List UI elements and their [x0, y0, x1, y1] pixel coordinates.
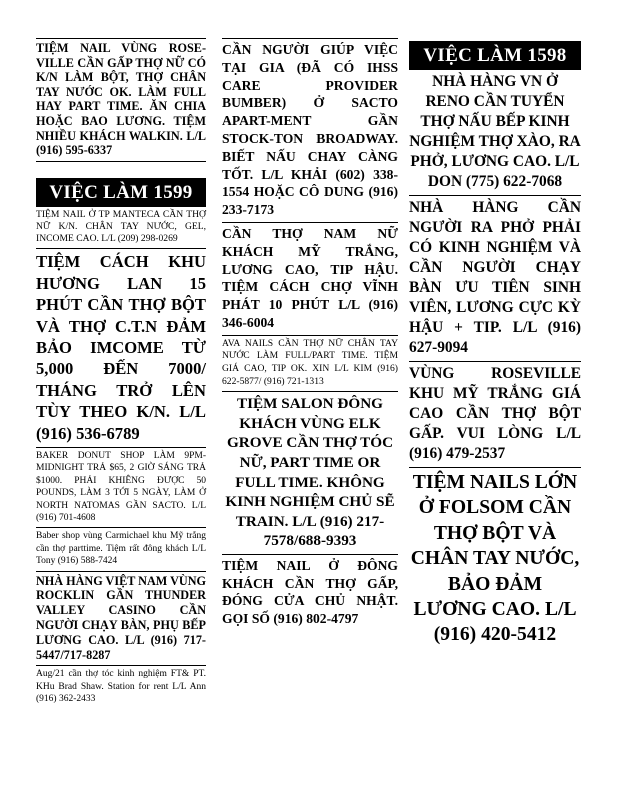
classified-ad: BAKER DONUT SHOP LÀM 9PM-MIDNIGHT TRẢ $65, 2 GIỜ SÁNG TRẢ $1000. PHẢI KHIÊNG ĐƯỢC 50 POUNDS, LÀM 3 TỚI 5 NGÀY, LÀM Ở NORTH NATOMAS GẦN SACTO. L/L (916) 701-4608 [36, 448, 206, 528]
classified-ad: TIỆM SALON ĐÔNG KHÁCH VÙNG ELK GROVE CẦN THỢ TÓC NỮ, PART TIME OR FULL TIME. KHÔNG KINH NGHIỆM CHỦ SẼ TRAIN. L/L (916) 217-7578/688-9393 [222, 392, 398, 555]
column-2 [222, 38, 398, 631]
classified-ad: NHÀ HÀNG VN Ở RENO CẦN TUYỂN THỢ NẤU BẾP KINH NGHIỆM THỢ XÀO, RA PHỞ, LƯƠNG CAO. L/L DON (775) 622-7068 [409, 70, 581, 196]
column-1 [36, 38, 206, 709]
column-3 [409, 38, 581, 651]
classified-ad: AVA NAILS CẦN THỢ NỮ CHÂN TAY NƯỚC LÀM FULL/PART TIME. TIỆM GIÁ CAO, TIP OK. XIN L/L KIM (916) 622-5877/ (916) 721-1313 [222, 336, 398, 392]
classified-ad: TIỆM NAIL VÙNG ROSE-VILLE CẦN GẤP THỢ NỮ CÓ K/N LÀM BỘT, THỢ CHÂN TAY NƯỚC OK. LÀM FULL HAY PART TIME. ĂN CHIA HOẶC BAO LƯƠNG. TIỆM NHIỀU KHÁCH WALKIN. L/L (916) 595-6337 [36, 38, 206, 162]
classified-ad: TIỆM CÁCH KHU HƯƠNG LAN 15 PHÚT CẦN THỢ BỘT VÀ THỢ C.T.N ĐẢM BẢO IMCOME TỪ 5,000 ĐẾN 7000/ THÁNG TRỞ LÊN TÙY THEO K/N. L/L (916) 536-6789 [36, 249, 206, 448]
classified-ad: NHÀ HÀNG CẦN NGƯỜI RA PHỞ PHẢI CÓ KINH NGHIỆM VÀ CẦN NGƯỜI CHẠY BÀN ƯU TIÊN SINH VIÊN, LƯƠNG CỰC KỲ HẬU + TIP. L/L (916) 627-9094 [409, 196, 581, 362]
classified-ad: TIỆM NAIL Ở TP MANTECA CẦN THỢ NỮ K/N. CHÂN TAY NƯỚC, GEL, INCOME CAO. L/L (209) 298-0269 [36, 207, 206, 250]
classified-ad: VÙNG ROSEVILLE KHU MỸ TRẮNG GIÁ CAO CẦN THỢ BỘT GẤP. VUI LÒNG L/L (916) 479-2537 [409, 362, 581, 468]
classified-ad: CẦN NGƯỜI GIÚP VIỆC TẠI GIA (ĐÃ CÓ IHSS CARE PROVIDER BUMBER) Ở SACTO APART-MENT GẦN STOCK-TON BROADWAY. BIẾT NẤU CHAY CÀNG TỐT. L/L KHẢI (602) 338-1554 HOẶC CÔ DUNG (916) 233-7173 [222, 38, 398, 223]
section-header: VIỆC LÀM 1599 [36, 178, 206, 207]
section-header: VIỆC LÀM 1598 [409, 41, 581, 70]
classified-ad: CẦN THỢ NAM NỮ KHÁCH MỸ TRẮNG, LƯƠNG CAO, TIP HẬU. TIỆM CÁCH CHỢ VĨNH PHÁT 10 PHÚT L/L (916) 346-6004 [222, 223, 398, 336]
classified-ad: Baber shop vùng Carmichael khu Mỹ trắng cần thợ parttime. Tiệm rất đông khách L/L Tony (916) 588-7424 [36, 528, 206, 571]
classified-ad: TIỆM NAILS LỚN Ở FOLSOM CẦN THỢ BỘT VÀ CHÂN TAY NƯỚC, BẢO ĐẢM LƯƠNG CAO. L/L (916) 420-5412 [410, 472, 580, 646]
classified-ad: Aug/21 cần thợ tóc kinh nghiệm FT& PT. KHu Brad Shaw. Station for rent L/L Ann (916) 362-2433 [36, 669, 206, 705]
classified-ad: TIỆM NAIL Ở ĐÔNG KHÁCH CẦN THỢ GẤP, ĐÓNG CỬA CHỦ NHẬT. GỌI SỐ (916) 802-4797 [222, 557, 398, 627]
classified-ad: NHÀ HÀNG VIỆT NAM VÙNG ROCKLIN GẦN THUNDER VALLEY CASINO CẦN NGƯỜI CHẠY BÀN, PHỤ BẾP LƯƠNG CAO. L/L (916) 717-5447/717-8287 [36, 572, 206, 667]
